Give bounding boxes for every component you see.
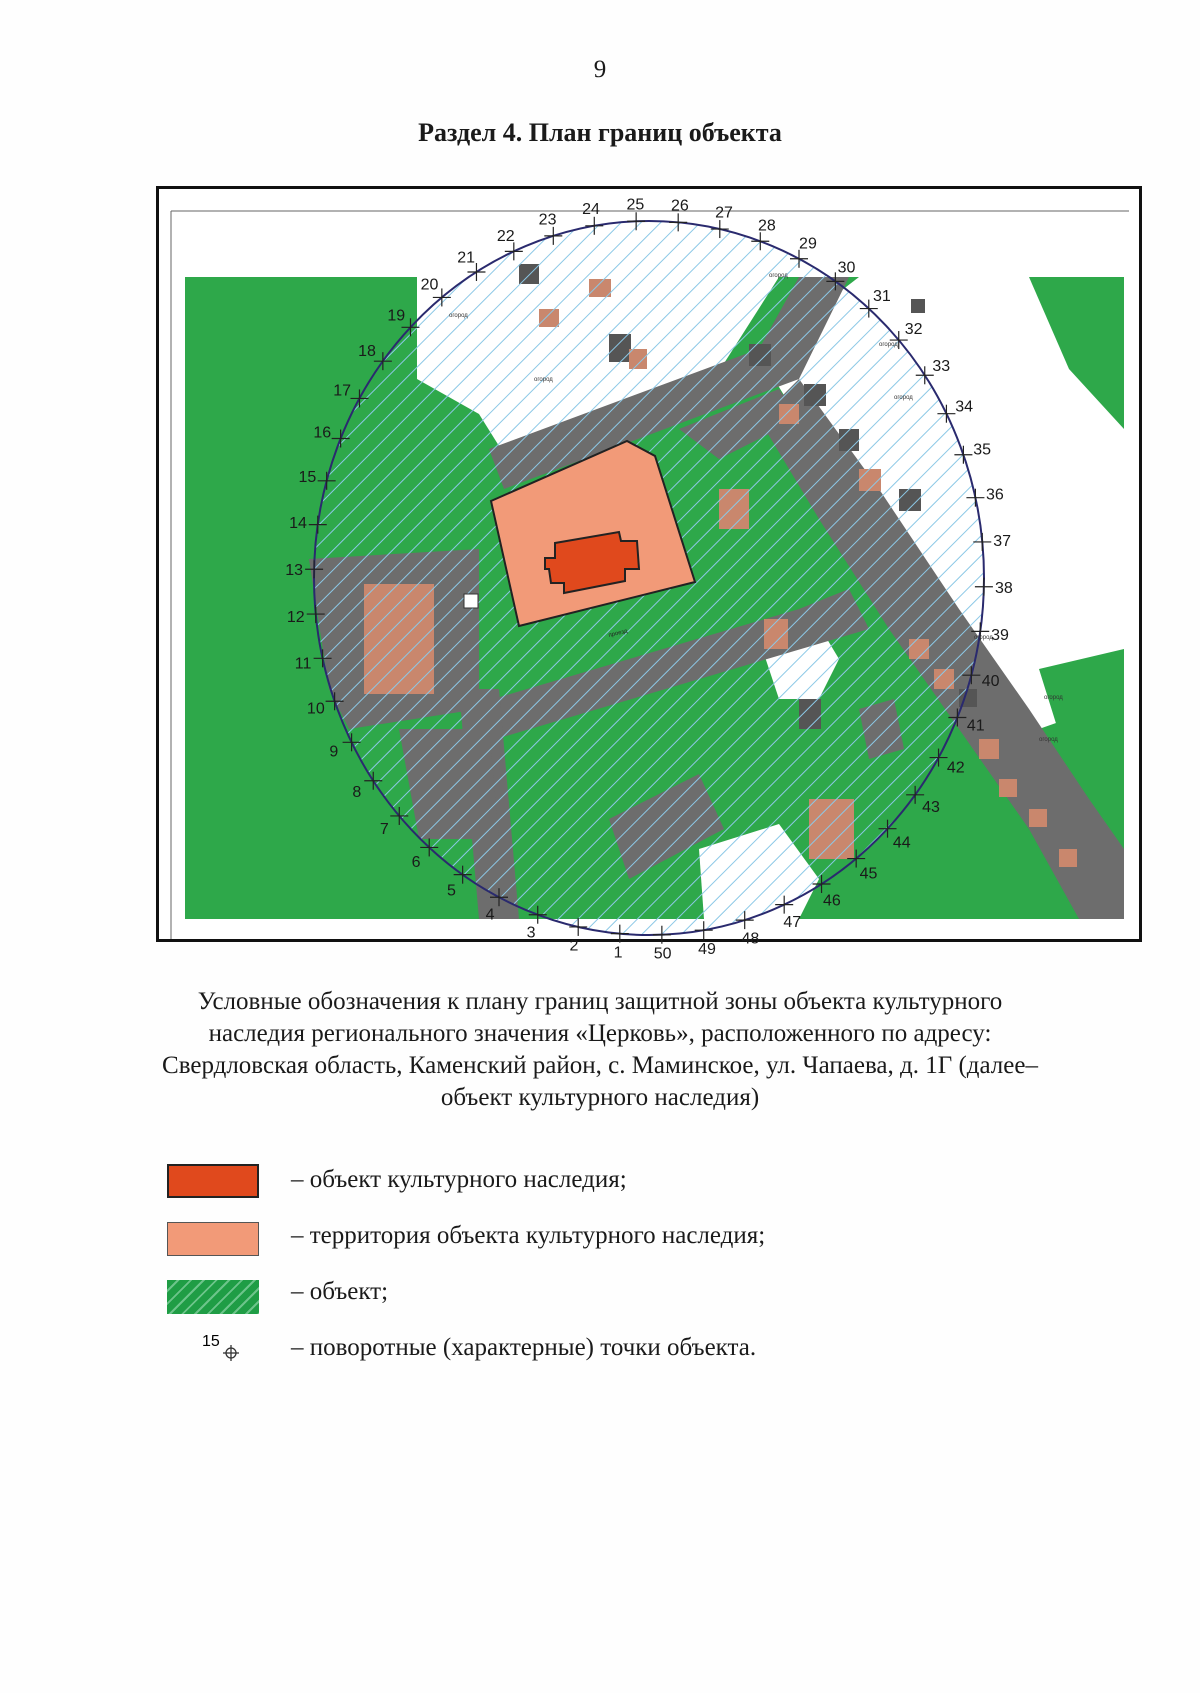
turning-point-label: 44 — [892, 834, 911, 852]
map-canvas — [159, 189, 1139, 963]
garden-label: огород — [449, 313, 468, 319]
heritage-territory-swatch — [167, 1222, 259, 1256]
boundary-plan-map — [156, 186, 1142, 963]
legend-heading-line-2: наследия регионального значения «Церковь», расположенного по адресу: — [208, 1020, 992, 1047]
garden-label: огород — [534, 377, 553, 383]
section-title: Раздел 4. План границ объекта — [418, 118, 782, 147]
turning-point-label: 18 — [358, 343, 376, 361]
turning-point-label: 36 — [986, 486, 1004, 504]
garden-label: огород — [1044, 695, 1063, 701]
garden-label: огород — [769, 273, 788, 279]
legend-item-label: – поворотные (характерные) точки объекта. — [291, 1334, 757, 1361]
turning-point-label: 16 — [313, 424, 332, 442]
legend-heading-line-3: Свердловская область, Каменский район, с. Маминское, ул. Чапаева, д. 1Г (далее– — [162, 1052, 1038, 1079]
legend-item-zone — [165, 1272, 1085, 1328]
turning-point-label: 46 — [822, 892, 841, 910]
turning-point-label: 31 — [873, 287, 891, 305]
legend-item-heritage-territory — [165, 1216, 1085, 1272]
legend — [165, 1160, 1085, 1384]
turning-point-label: 14 — [289, 514, 307, 532]
turning-point-sample-number: 15 — [202, 1333, 220, 1350]
turning-point-label: 17 — [333, 382, 352, 400]
turning-point-label: 22 — [496, 227, 515, 245]
legend-item-heritage-object — [165, 1160, 1085, 1216]
turning-point-label: 45 — [859, 865, 878, 883]
turning-point-label: 35 — [973, 441, 992, 459]
turning-point-label: 6 — [411, 854, 421, 872]
legend-heading-line-1: Условные обозначения к плану границ защитной зоны объекта культурного — [197, 988, 1003, 1015]
legend-item-label: – территория объекта культурного наследия; — [291, 1222, 766, 1249]
legend-heading — [140, 986, 1060, 1114]
turning-point-label: 28 — [758, 217, 776, 235]
turning-point-label: 25 — [626, 196, 645, 214]
turning-point-label: 47 — [783, 914, 802, 932]
turning-point-label: 5 — [447, 882, 456, 900]
turning-point-label: 38 — [994, 580, 1013, 598]
road-label: проезд — [608, 628, 629, 639]
turning-point-label: 15 — [298, 468, 317, 486]
legend-heading-line-4: объект культурного наследия) — [440, 1084, 760, 1111]
turning-point-label: 19 — [387, 307, 406, 325]
legend-item-label: – объект культурного наследия; — [291, 1166, 627, 1193]
turning-point-label: 7 — [379, 820, 389, 838]
turning-point-label: 4 — [485, 906, 495, 924]
turning-point-label: 21 — [457, 249, 476, 267]
page-number: 9 — [593, 56, 607, 83]
turning-point-label: 30 — [837, 259, 856, 277]
turning-point-label: 12 — [286, 608, 305, 626]
turning-point-label: 48 — [741, 930, 760, 948]
turning-point-label: 11 — [294, 655, 312, 673]
turning-point-label: 49 — [698, 940, 716, 958]
turning-point-label: 50 — [653, 945, 672, 963]
legend-item-turning-point — [165, 1328, 1085, 1384]
turning-point-label: 3 — [526, 924, 536, 942]
turning-point-label: 32 — [904, 321, 923, 339]
turning-point-label: 1 — [613, 944, 623, 962]
turning-point-label: 23 — [538, 211, 557, 229]
turning-point-label: 10 — [306, 700, 325, 718]
turning-point-label: 33 — [932, 358, 951, 376]
turning-point-swatch — [167, 1328, 259, 1368]
turning-point-label: 39 — [991, 627, 1009, 645]
legend-item-label: – объект; — [291, 1278, 389, 1305]
turning-point-label: 34 — [955, 398, 974, 416]
turning-point-label: 24 — [582, 201, 600, 219]
turning-point-label: 26 — [671, 197, 689, 215]
turning-point-label: 43 — [922, 798, 940, 816]
zone-swatch — [167, 1280, 259, 1314]
garden-label: огород — [879, 342, 898, 348]
turning-point-label: 27 — [715, 204, 733, 222]
crosshair-icon — [223, 1345, 239, 1361]
garden-label: огород — [1039, 737, 1058, 743]
turning-point-label: 29 — [799, 235, 817, 253]
turning-point-label: 13 — [285, 561, 304, 579]
turning-point-label: 2 — [569, 937, 579, 955]
turning-point-label: 9 — [329, 743, 339, 761]
monument-icon — [464, 594, 478, 608]
turning-point-label: 37 — [993, 533, 1012, 551]
turning-point-label: 41 — [966, 717, 985, 735]
turning-point-label: 8 — [352, 783, 362, 801]
garden-label: огород — [894, 395, 913, 401]
turning-point-label: 42 — [946, 759, 965, 777]
turning-point-label: 20 — [420, 276, 439, 294]
heritage-object-swatch — [167, 1164, 259, 1198]
turning-point-label: 40 — [981, 673, 1000, 691]
garden-label: огород — [974, 635, 993, 641]
